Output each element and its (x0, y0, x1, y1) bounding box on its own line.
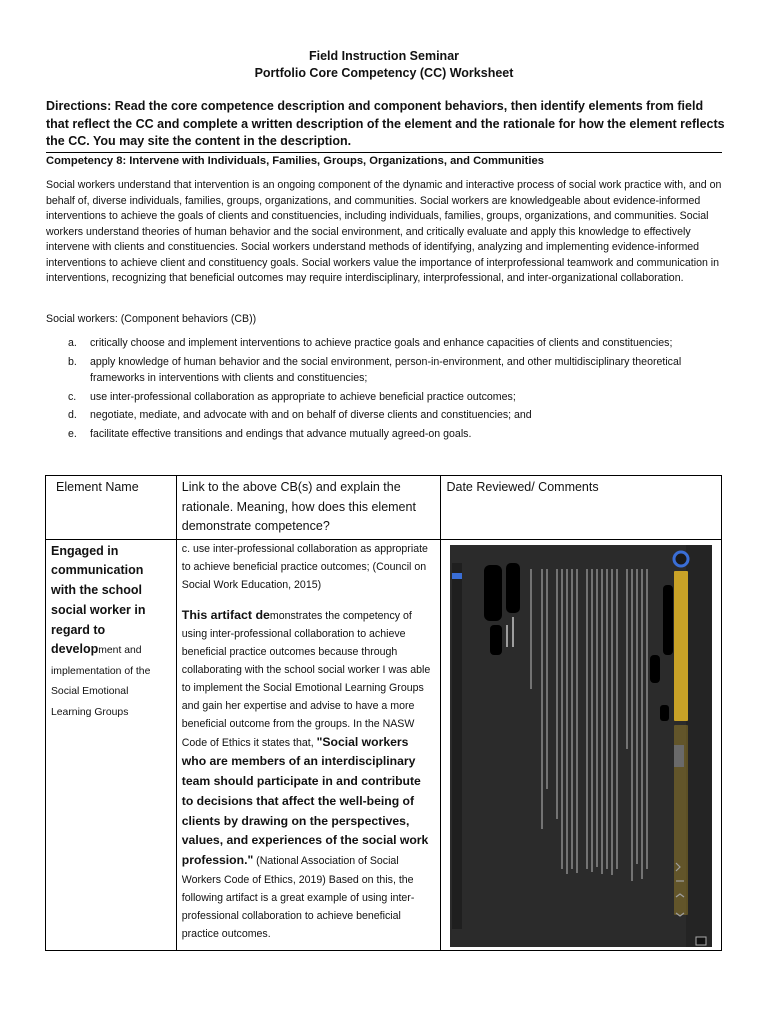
behavior-text: negotiate, mediate, and advocate with and on behalf of diverse clients and constituencies; and (90, 409, 532, 421)
behavior-item (68, 407, 708, 424)
behavior-letter: d. (68, 409, 77, 421)
behavior-letter: c. (68, 390, 77, 403)
element-name: Engaged in communication with the school social worker in regard to development and implementation of the Social Emotional Learning Groups (51, 543, 151, 718)
header-date-reviewed: Date Reviewed/ Comments (441, 476, 722, 540)
behavior-item (68, 426, 708, 443)
behavior-text: facilitate effective transitions and endings that advance mutually agreed-on goals. (90, 427, 472, 440)
email-screenshot (450, 545, 712, 947)
directions-label: Directions: (46, 99, 112, 113)
worksheet-header-line2: Portfolio Core Competency (CC) Worksheet (254, 66, 514, 80)
table-header-row (46, 476, 722, 540)
competency-title: Competency 8: Intervene with Individuals, Families, Groups, Organizations, and Communities (46, 155, 544, 167)
behavior-letter: b. (68, 355, 77, 368)
behavior-letter: a. (68, 337, 77, 349)
behavior-text: critically choose and implement interventions to achieve practice goals and enhance capacities of clients and constituencies; (90, 337, 673, 349)
directions-text: Read the core competence description and component behaviors, then identify elements from field that reflect the CC and complete a written description of the element and the rationale for how the element reflects the CC. You may site the content in the description. (46, 99, 725, 148)
component-behaviors-list (68, 335, 708, 444)
cb-reference: c. use inter-professional collaboration as appropriate to achieve beneficial practice outcomes; (Council on Social Work Education, 2015) (181, 542, 428, 591)
header-element-name: Element Name (46, 476, 177, 540)
competency-table (45, 475, 722, 951)
table-row (46, 539, 722, 950)
directions (46, 98, 726, 151)
artifact-rationale: This artifact demonstrates the competency of using inter-professional collaboration to achieve beneficial practice outcomes because through collaborating with the school social worker I was able to implement the Social Emotional Learning Groups and gain her expertise and advise to have a more beneficial outcome from the groups. In the NASW Code of Ethics it states that, "Social workers who are members of an interdisciplinary team should participate in and contribute to decisions that affect the well-being of clients by drawing on the perspectives, values, and experiences of the social work profession." (National Association of Social Workers Code of Ethics, 2019) Based on this, the following artifact is a great example of using inter-professional collaboration to achieve beneficial practice outcomes. (181, 607, 431, 941)
competency-description: Social workers understand that intervention is an ongoing component of the dynamic and interactive process of social work practice with, and on behalf of, diverse individuals, families, groups, organizations, and communities. Social workers are knowledgeable about evidence-informed interventions to achieve the goals of clients and constituencies, including individuals, families, groups, organizations, and communities. Social workers understand theories of human behavior and the social environment, and critically evaluate and apply this knowledge to effectively intervene with clients and constituencies. Social workers understand methods of identifying, analyzing and implementing evidence-informed interventions to achieve client and constituency goals. Social workers value the importance of interprofessional teamwork and communication in interventions, recognizing that beneficial outcomes may require interdisciplinary, interprofessional, and inter-organizational collaboration. (46, 179, 722, 284)
header-link-rationale: Link to the above CB(s) and explain the rationale. Meaning, how does this element demonstrate competence? (176, 476, 441, 540)
divider (46, 152, 722, 153)
component-behaviors-intro: Social workers: (Component behaviors (CB)) (46, 313, 257, 325)
behavior-letter: e. (68, 427, 77, 440)
behavior-text: apply knowledge of human behavior and the social environment, person-in-environment, and other multidisciplinary theoretical frameworks in interventions with clients and constituencies; (90, 355, 682, 384)
behavior-item (68, 335, 708, 352)
behavior-item (68, 389, 708, 406)
nasw-quote: "Social workers who are members of an interdisciplinary team should participate in and contribute to decisions that affect the well-being of clients by drawing on the perspectives, values, and experiences of the social work profession." (181, 734, 429, 868)
email-screenshot-art (450, 545, 712, 947)
behavior-item (68, 354, 708, 387)
worksheet-header-line1: Field Instruction Seminar (308, 49, 460, 63)
behavior-text: use inter-professional collaboration as appropriate to achieve beneficial practice outcomes; (90, 390, 516, 403)
